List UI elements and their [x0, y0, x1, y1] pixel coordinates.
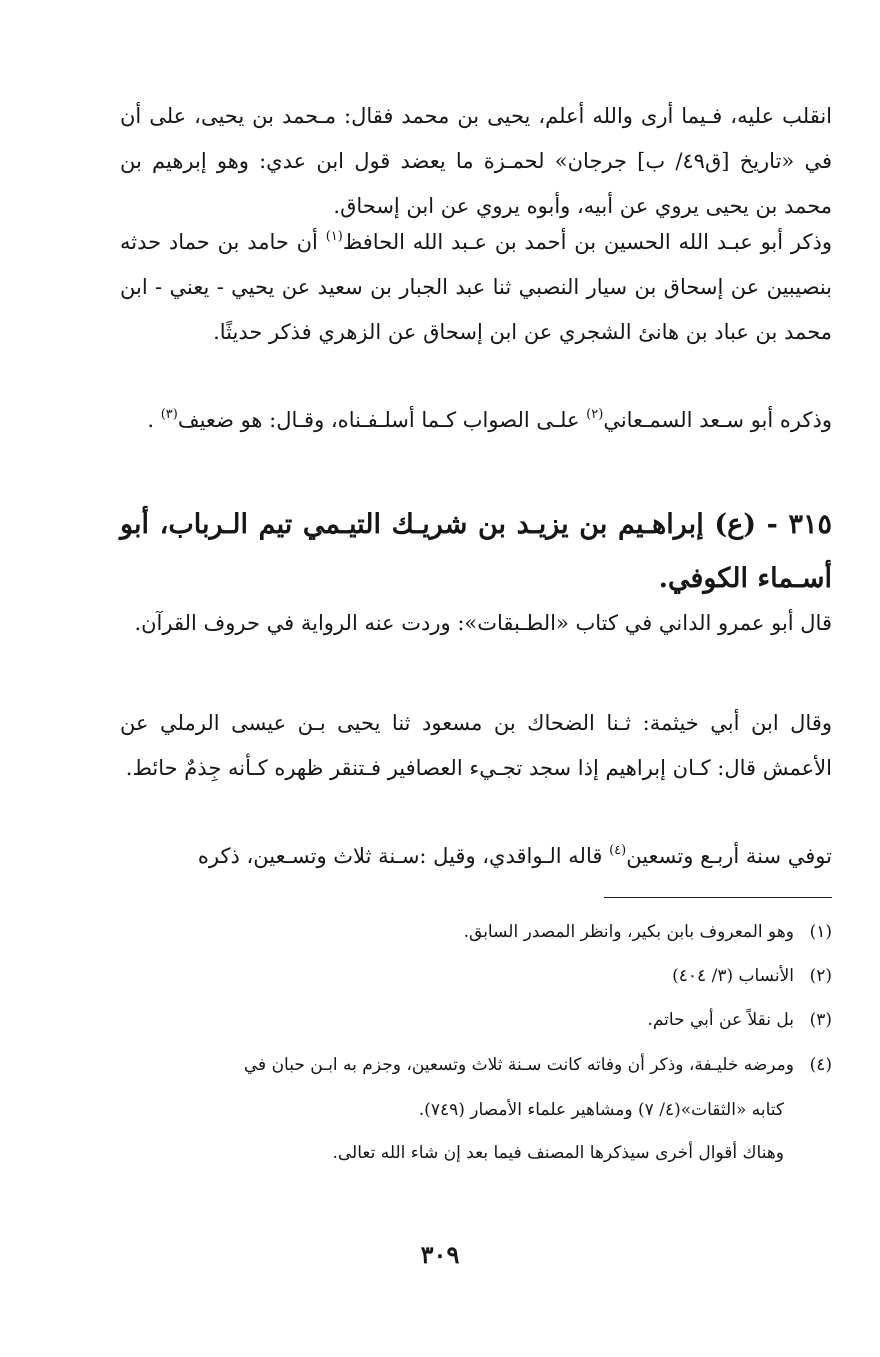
- entry-heading: ٣١٥ - (ع) إبراهـيم بن يزيـد بن شريـك التيـمي تيم الـرباب، أبو أسـماء الكوفي.: [120, 509, 832, 594]
- footnote-1-text: وهو المعروف بابن بكير، وانظر المصدر السابق.: [463, 922, 794, 942]
- footnote-1-number: (١): [809, 922, 832, 942]
- paragraph-3-text-b: علـى الصواب كـما أسلـفـناه، وقـال: هو ضعيف: [177, 408, 587, 432]
- footnote-4-continuation-2-text: وهناك أقوال أخرى سيذكرها المصنف فيما بعد إن شاء الله تعالى.: [332, 1143, 784, 1163]
- paragraph-2-text-b: أن حامد بن حماد حدثه بنصيبين عن إسحاق بن سيار النصبي ثنا عبد الجبار بن سعيد عن يحيي - يعني - ابن محمد بن عباد بن هانئ الشجري عن ابن إسحاق عن الزهري فذكر حديثًا.: [120, 230, 832, 344]
- entry-paragraph-2: [120, 701, 832, 791]
- paragraph-2: [120, 220, 832, 355]
- footnote-2-text: الأنساب (٣/ ٤٠٤): [672, 966, 794, 986]
- footnote-3-text: بل نقلاً عن أبي حاتم.: [647, 1010, 794, 1030]
- entry-paragraph-3-text-a: توفي سنة أربـع وتسعين: [626, 844, 832, 868]
- paragraph-3: [120, 398, 832, 443]
- page-number: ٣٠٩: [420, 1240, 460, 1269]
- footnote-3-number: (٣): [809, 1010, 832, 1030]
- entry-paragraph-3-text-b: قاله الـواقدي، وقيل :سـنة ثلاث وتسـعين، ذكره: [197, 844, 610, 868]
- footnote-4-number: (٤): [809, 1055, 832, 1075]
- paragraph-2-text-a: وذكر أبو عبـد الله الحسين بن أحمد بن عـبد الله الحافظ: [342, 230, 832, 254]
- footnote-ref-3[interactable]: (٣): [160, 407, 178, 422]
- entry-paragraph-1: [120, 601, 832, 646]
- entry-paragraph-3: [120, 834, 832, 879]
- footnote-4-continuation-2: [120, 1131, 784, 1175]
- paragraph-1: [120, 94, 832, 229]
- footnote-ref-1[interactable]: (١): [325, 229, 343, 244]
- footnote-4-continuation-1: [120, 1088, 784, 1132]
- footnote-4-text: ومرضه خليـفة، وذكر أن وفاته كانت سـنة ثلاث وتسعين، وجزم به ابـن حبان في: [243, 1055, 794, 1075]
- entry-paragraph-2-text: وقال ابن أبي خيثمة: ثـنا الضحاك بن مسعود ثنا يحيى بـن عيسى الرملي عن الأعمش قال: كـان إبراهيم إذا سجد تجـيء العصافير فـتنقر ظهره كـأنه جِذمٌ حائط.: [120, 711, 832, 780]
- footnote-3: [120, 998, 832, 1042]
- footnote-2: [120, 954, 832, 998]
- entry-paragraph-1-text: قال أبو عمرو الداني في كتاب «الطـبقات»: وردت عنه الرواية في حروف القرآن.: [134, 611, 832, 635]
- footnote-4-continuation-1-text: كتابه «الثقات»(٤/ ٧) ومشاهير علماء الأمصار (٧٤٩).: [418, 1100, 784, 1120]
- footnote-separator: [604, 897, 832, 898]
- footnote-1: [120, 910, 832, 954]
- footnote-2-number: (٢): [809, 966, 832, 986]
- footnote-4: [120, 1043, 832, 1087]
- paragraph-1-text: انقلب عليه، فـيما أرى والله أعلم، يحيى بن محمد فقال: مـحمد بن يحيى، على أن في «تاريخ [ق٤٩/ ب] جرجان» لحمـزة ما يعضد قول ابن عدي: وهو إبرهيم بن محمد بن يحيى يروي عن أبيه، وأبوه يروي عن ابن إسحاق.: [120, 104, 832, 218]
- footnote-ref-4[interactable]: (٤): [609, 843, 627, 858]
- paragraph-3-text-a: وذكره أبو سـعد السمـعاني: [603, 408, 832, 432]
- paragraph-3-text-c: .: [147, 408, 161, 432]
- footnote-ref-2[interactable]: (٢): [586, 407, 604, 422]
